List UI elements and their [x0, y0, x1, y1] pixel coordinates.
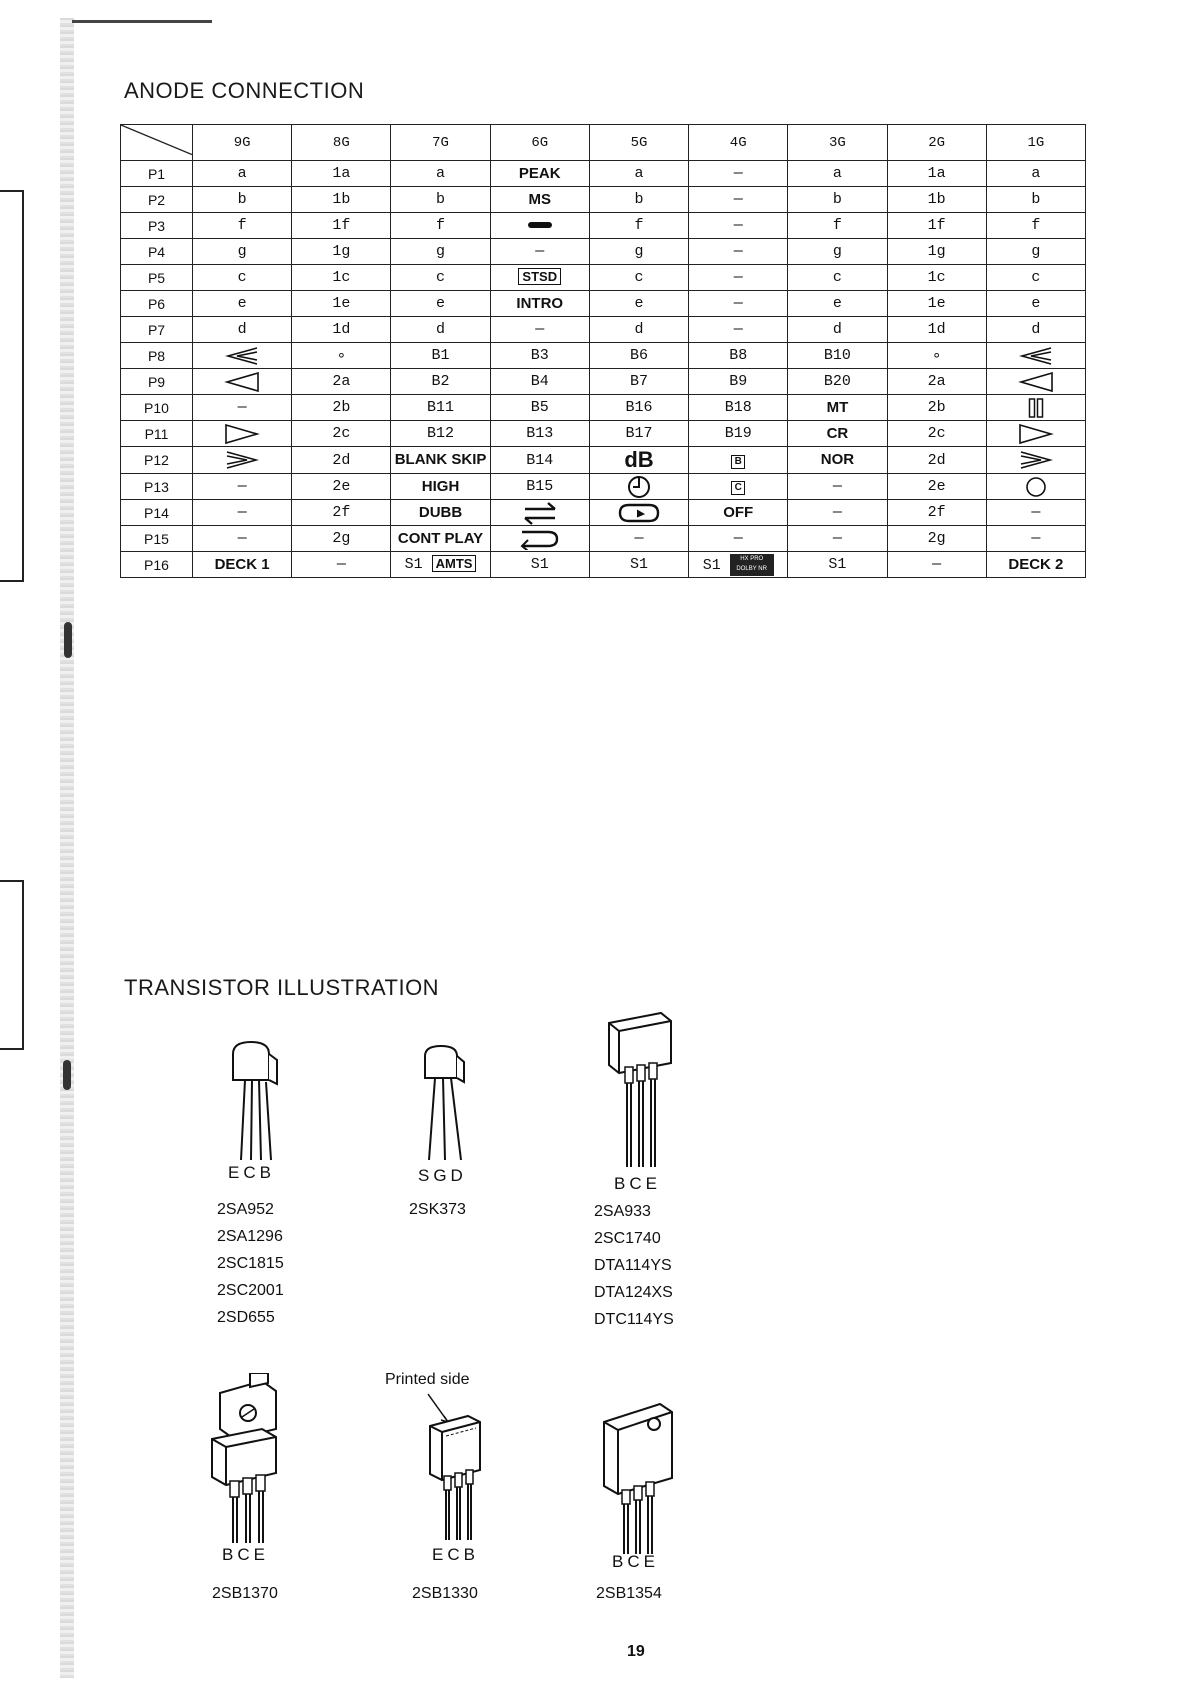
table-cell: 2c	[292, 421, 391, 447]
transistor-to3p-illustration	[596, 1398, 680, 1556]
part-number: DTC114YS	[594, 1311, 674, 1328]
table-cell: e	[986, 291, 1085, 317]
symbol-icon	[1018, 423, 1054, 445]
table-cell: DECK 1	[193, 552, 292, 578]
symbol-icon	[225, 346, 259, 366]
transistor-flat-illustration	[420, 1392, 486, 1542]
row-header: P11	[121, 421, 193, 447]
table-row	[121, 526, 1086, 552]
part-number-list	[596, 1580, 662, 1607]
table-cell: B2	[391, 369, 490, 395]
pin-labels: ECB	[228, 1163, 275, 1182]
table-cell: —	[689, 187, 788, 213]
part-number-list	[217, 1196, 284, 1331]
table-cell: 2b	[292, 395, 391, 421]
binding-mark	[63, 1060, 71, 1090]
part-number: 2SA933	[594, 1203, 651, 1220]
table-cell: CR	[788, 421, 887, 447]
page-binding-edge	[60, 18, 74, 1678]
table-cell: c	[589, 265, 688, 291]
table-cell: b	[193, 187, 292, 213]
row-header: P14	[121, 500, 193, 526]
table-cell: —	[689, 265, 788, 291]
table-cell	[986, 474, 1085, 500]
table-row	[121, 265, 1086, 291]
anode-section-title: ANODE CONNECTION	[124, 78, 365, 103]
table-cell: PEAK	[490, 161, 589, 187]
table-row	[121, 291, 1086, 317]
table-cell: B11	[391, 395, 490, 421]
row-header: P1	[121, 161, 193, 187]
table-cell: —	[490, 317, 589, 343]
table-cell: —	[193, 474, 292, 500]
table-row	[121, 239, 1086, 265]
table-cell: S1	[490, 552, 589, 578]
table-cell: d	[589, 317, 688, 343]
table-row	[121, 187, 1086, 213]
table-cell	[490, 213, 589, 239]
table-row	[121, 447, 1086, 474]
table-cell: 2e	[887, 474, 986, 500]
symbol-icon	[527, 220, 553, 230]
row-header: P10	[121, 395, 193, 421]
table-cell: CONT PLAY	[391, 526, 490, 552]
column-header: 6G	[490, 125, 589, 161]
table-cell	[193, 369, 292, 395]
table-cell: —	[193, 526, 292, 552]
table-cell: INTRO	[490, 291, 589, 317]
table-cell	[193, 447, 292, 474]
table-cell: ∘	[887, 343, 986, 369]
part-number: 2SB1330	[412, 1585, 478, 1602]
row-header: P4	[121, 239, 193, 265]
table-header-row	[121, 125, 1086, 161]
pin-labels: SGD	[418, 1166, 467, 1185]
table-cell: B15	[490, 474, 589, 500]
table-cell: a	[788, 161, 887, 187]
table-cell: dB	[589, 447, 688, 474]
table-cell: MS	[490, 187, 589, 213]
table-row	[121, 395, 1086, 421]
table-cell: 2a	[292, 369, 391, 395]
transistor-fet-illustration	[417, 1044, 477, 1162]
table-cell: 2g	[887, 526, 986, 552]
table-cell: 2a	[887, 369, 986, 395]
table-cell: S1 HX PRO DOLBY NR	[689, 552, 788, 578]
table-cell: —	[986, 500, 1085, 526]
table-row	[121, 213, 1086, 239]
table-cell: 1a	[292, 161, 391, 187]
symbol-icon	[1019, 346, 1053, 366]
table-cell: 1g	[292, 239, 391, 265]
table-cell: 1d	[292, 317, 391, 343]
table-cell: 1f	[292, 213, 391, 239]
table-row	[121, 552, 1086, 578]
table-cell: —	[689, 239, 788, 265]
page-number: 19	[627, 1643, 645, 1660]
symbol-icon	[224, 423, 260, 445]
transistor-to220-illustration	[206, 1373, 288, 1545]
table-cell: B16	[589, 395, 688, 421]
transistor-to92-illustration	[225, 1040, 285, 1162]
table-cell: OFF	[689, 500, 788, 526]
margin-bracket	[0, 880, 24, 1050]
table-cell: e	[193, 291, 292, 317]
table-cell: f	[193, 213, 292, 239]
table-cell: 1a	[887, 161, 986, 187]
table-cell: HIGH	[391, 474, 490, 500]
row-header: P15	[121, 526, 193, 552]
table-cell: DECK 2	[986, 552, 1085, 578]
symbol-icon	[225, 450, 259, 470]
column-header: 3G	[788, 125, 887, 161]
part-number: 2SC2001	[217, 1282, 284, 1299]
table-cell: —	[490, 239, 589, 265]
table-cell: —	[589, 526, 688, 552]
table-cell: B19	[689, 421, 788, 447]
table-cell: MT	[788, 395, 887, 421]
column-header: 5G	[589, 125, 688, 161]
table-cell: —	[986, 526, 1085, 552]
table-cell: f	[788, 213, 887, 239]
table-cell: 1g	[887, 239, 986, 265]
table-cell: f	[986, 213, 1085, 239]
table-cell: B13	[490, 421, 589, 447]
table-cell: 2b	[887, 395, 986, 421]
table-cell: g	[391, 239, 490, 265]
table-row	[121, 421, 1086, 447]
symbol-icon	[224, 371, 260, 393]
table-cell: B5	[490, 395, 589, 421]
table-cell: B7	[589, 369, 688, 395]
part-number: 2SB1370	[212, 1585, 278, 1602]
table-cell	[986, 421, 1085, 447]
table-row	[121, 343, 1086, 369]
table-cell: B20	[788, 369, 887, 395]
table-cell: b	[589, 187, 688, 213]
symbol-icon	[1028, 397, 1044, 419]
hx-pro-dolby-nr-logo: HX PRO DOLBY NR	[730, 554, 774, 576]
part-number: 2SA952	[217, 1201, 274, 1218]
table-cell: C	[689, 474, 788, 500]
table-cell: NOR	[788, 447, 887, 474]
table-cell: g	[986, 239, 1085, 265]
table-cell: d	[788, 317, 887, 343]
symbol-icon	[1025, 476, 1047, 498]
table-cell: S1	[589, 552, 688, 578]
column-header: 7G	[391, 125, 490, 161]
column-header: 2G	[887, 125, 986, 161]
table-cell: —	[689, 213, 788, 239]
table-row	[121, 369, 1086, 395]
table-cell: b	[391, 187, 490, 213]
table-cell: e	[788, 291, 887, 317]
table-row	[121, 317, 1086, 343]
table-cell: 2e	[292, 474, 391, 500]
table-cell: 2c	[887, 421, 986, 447]
table-cell: —	[788, 474, 887, 500]
table-cell: b	[788, 187, 887, 213]
symbol-icon	[627, 475, 651, 499]
table-cell: B10	[788, 343, 887, 369]
table-cell: b	[986, 187, 1085, 213]
table-cell: d	[193, 317, 292, 343]
table-cell: 1b	[887, 187, 986, 213]
table-cell: B12	[391, 421, 490, 447]
pin-labels: BCE	[612, 1552, 659, 1571]
row-header: P5	[121, 265, 193, 291]
table-cell: STSD	[490, 265, 589, 291]
row-header: P12	[121, 447, 193, 474]
table-cell: c	[193, 265, 292, 291]
table-cell: S1	[788, 552, 887, 578]
part-number: 2SA1296	[217, 1228, 283, 1245]
symbol-icon	[522, 501, 558, 525]
table-cell: —	[689, 291, 788, 317]
table-cell: —	[788, 526, 887, 552]
table-cell: B17	[589, 421, 688, 447]
table-cell: 2f	[292, 500, 391, 526]
symbol-icon	[1018, 371, 1054, 393]
table-cell: c	[391, 265, 490, 291]
table-cell: e	[589, 291, 688, 317]
table-cell: c	[788, 265, 887, 291]
table-cell	[986, 395, 1085, 421]
part-number: 2SD655	[217, 1309, 275, 1326]
binding-mark	[64, 622, 72, 658]
table-cell	[490, 500, 589, 526]
table-cell	[986, 343, 1085, 369]
table-cell	[193, 343, 292, 369]
row-header: P8	[121, 343, 193, 369]
table-cell	[490, 526, 589, 552]
row-header: P13	[121, 474, 193, 500]
table-cell	[193, 421, 292, 447]
table-cell: —	[689, 161, 788, 187]
table-cell: a	[391, 161, 490, 187]
part-number-list	[594, 1198, 674, 1333]
table-cell: d	[986, 317, 1085, 343]
part-number: DTA114YS	[594, 1257, 672, 1274]
table-cell: e	[391, 291, 490, 317]
table-cell: 1f	[887, 213, 986, 239]
table-cell: 2d	[292, 447, 391, 474]
row-header: P7	[121, 317, 193, 343]
table-cell: B3	[490, 343, 589, 369]
row-header: P3	[121, 213, 193, 239]
table-cell: g	[788, 239, 887, 265]
pin-labels: BCE	[614, 1174, 661, 1193]
table-cell: 1c	[887, 265, 986, 291]
printed-side-label: Printed side	[385, 1371, 470, 1388]
column-header: 8G	[292, 125, 391, 161]
top-rule	[72, 20, 212, 23]
symbol-icon	[520, 528, 560, 550]
table-cell	[589, 474, 688, 500]
pin-labels: ECB	[432, 1545, 479, 1564]
table-cell: —	[292, 552, 391, 578]
table-cell: a	[193, 161, 292, 187]
symbol-icon	[617, 502, 661, 524]
table-cell: B	[689, 447, 788, 474]
table-cell: B6	[589, 343, 688, 369]
part-number: 2SB1354	[596, 1585, 662, 1602]
table-cell: f	[391, 213, 490, 239]
part-number-list	[412, 1580, 478, 1607]
table-cell: B14	[490, 447, 589, 474]
margin-bracket	[0, 190, 24, 582]
row-header: P6	[121, 291, 193, 317]
table-cell: g	[193, 239, 292, 265]
table-cell: 2d	[887, 447, 986, 474]
row-header: P9	[121, 369, 193, 395]
table-corner	[121, 125, 193, 161]
part-number: DTA124XS	[594, 1284, 673, 1301]
table-cell: g	[589, 239, 688, 265]
table-cell: —	[193, 500, 292, 526]
table-cell: 1e	[292, 291, 391, 317]
table-cell: —	[788, 500, 887, 526]
table-cell: B9	[689, 369, 788, 395]
column-header: 1G	[986, 125, 1085, 161]
transistor-section-title: TRANSISTOR ILLUSTRATION	[124, 975, 440, 1000]
table-cell: —	[193, 395, 292, 421]
table-cell: a	[986, 161, 1085, 187]
table-cell: 1d	[887, 317, 986, 343]
table-cell: DUBB	[391, 500, 490, 526]
table-cell: c	[986, 265, 1085, 291]
table-cell: B1	[391, 343, 490, 369]
table-cell: —	[887, 552, 986, 578]
table-cell: B8	[689, 343, 788, 369]
table-row	[121, 500, 1086, 526]
column-header: 4G	[689, 125, 788, 161]
table-cell: —	[689, 526, 788, 552]
table-cell	[986, 369, 1085, 395]
table-cell	[986, 447, 1085, 474]
table-row	[121, 474, 1086, 500]
row-header: P2	[121, 187, 193, 213]
part-number: 2SC1815	[217, 1255, 284, 1272]
table-cell: —	[689, 317, 788, 343]
pin-labels: BCE	[222, 1545, 269, 1564]
part-number: 2SK373	[409, 1201, 466, 1218]
part-number-list	[409, 1196, 466, 1223]
column-header: 9G	[193, 125, 292, 161]
table-cell: 1b	[292, 187, 391, 213]
part-number-list	[212, 1580, 278, 1607]
symbol-icon	[1019, 450, 1053, 470]
table-cell: S1 AMTS	[391, 552, 490, 578]
part-number: 2SC1740	[594, 1230, 661, 1247]
table-cell: ∘	[292, 343, 391, 369]
table-cell: 2f	[887, 500, 986, 526]
table-cell: B18	[689, 395, 788, 421]
table-cell: 1c	[292, 265, 391, 291]
table-cell	[589, 500, 688, 526]
table-cell: a	[589, 161, 688, 187]
table-cell: 1e	[887, 291, 986, 317]
table-cell: BLANK SKIP	[391, 447, 490, 474]
table-cell: d	[391, 317, 490, 343]
table-cell: 2g	[292, 526, 391, 552]
transistor-to126-illustration	[605, 1005, 677, 1170]
row-header: P16	[121, 552, 193, 578]
table-cell: f	[589, 213, 688, 239]
table-row	[121, 161, 1086, 187]
anode-connection-table	[120, 124, 1086, 578]
table-cell: B4	[490, 369, 589, 395]
